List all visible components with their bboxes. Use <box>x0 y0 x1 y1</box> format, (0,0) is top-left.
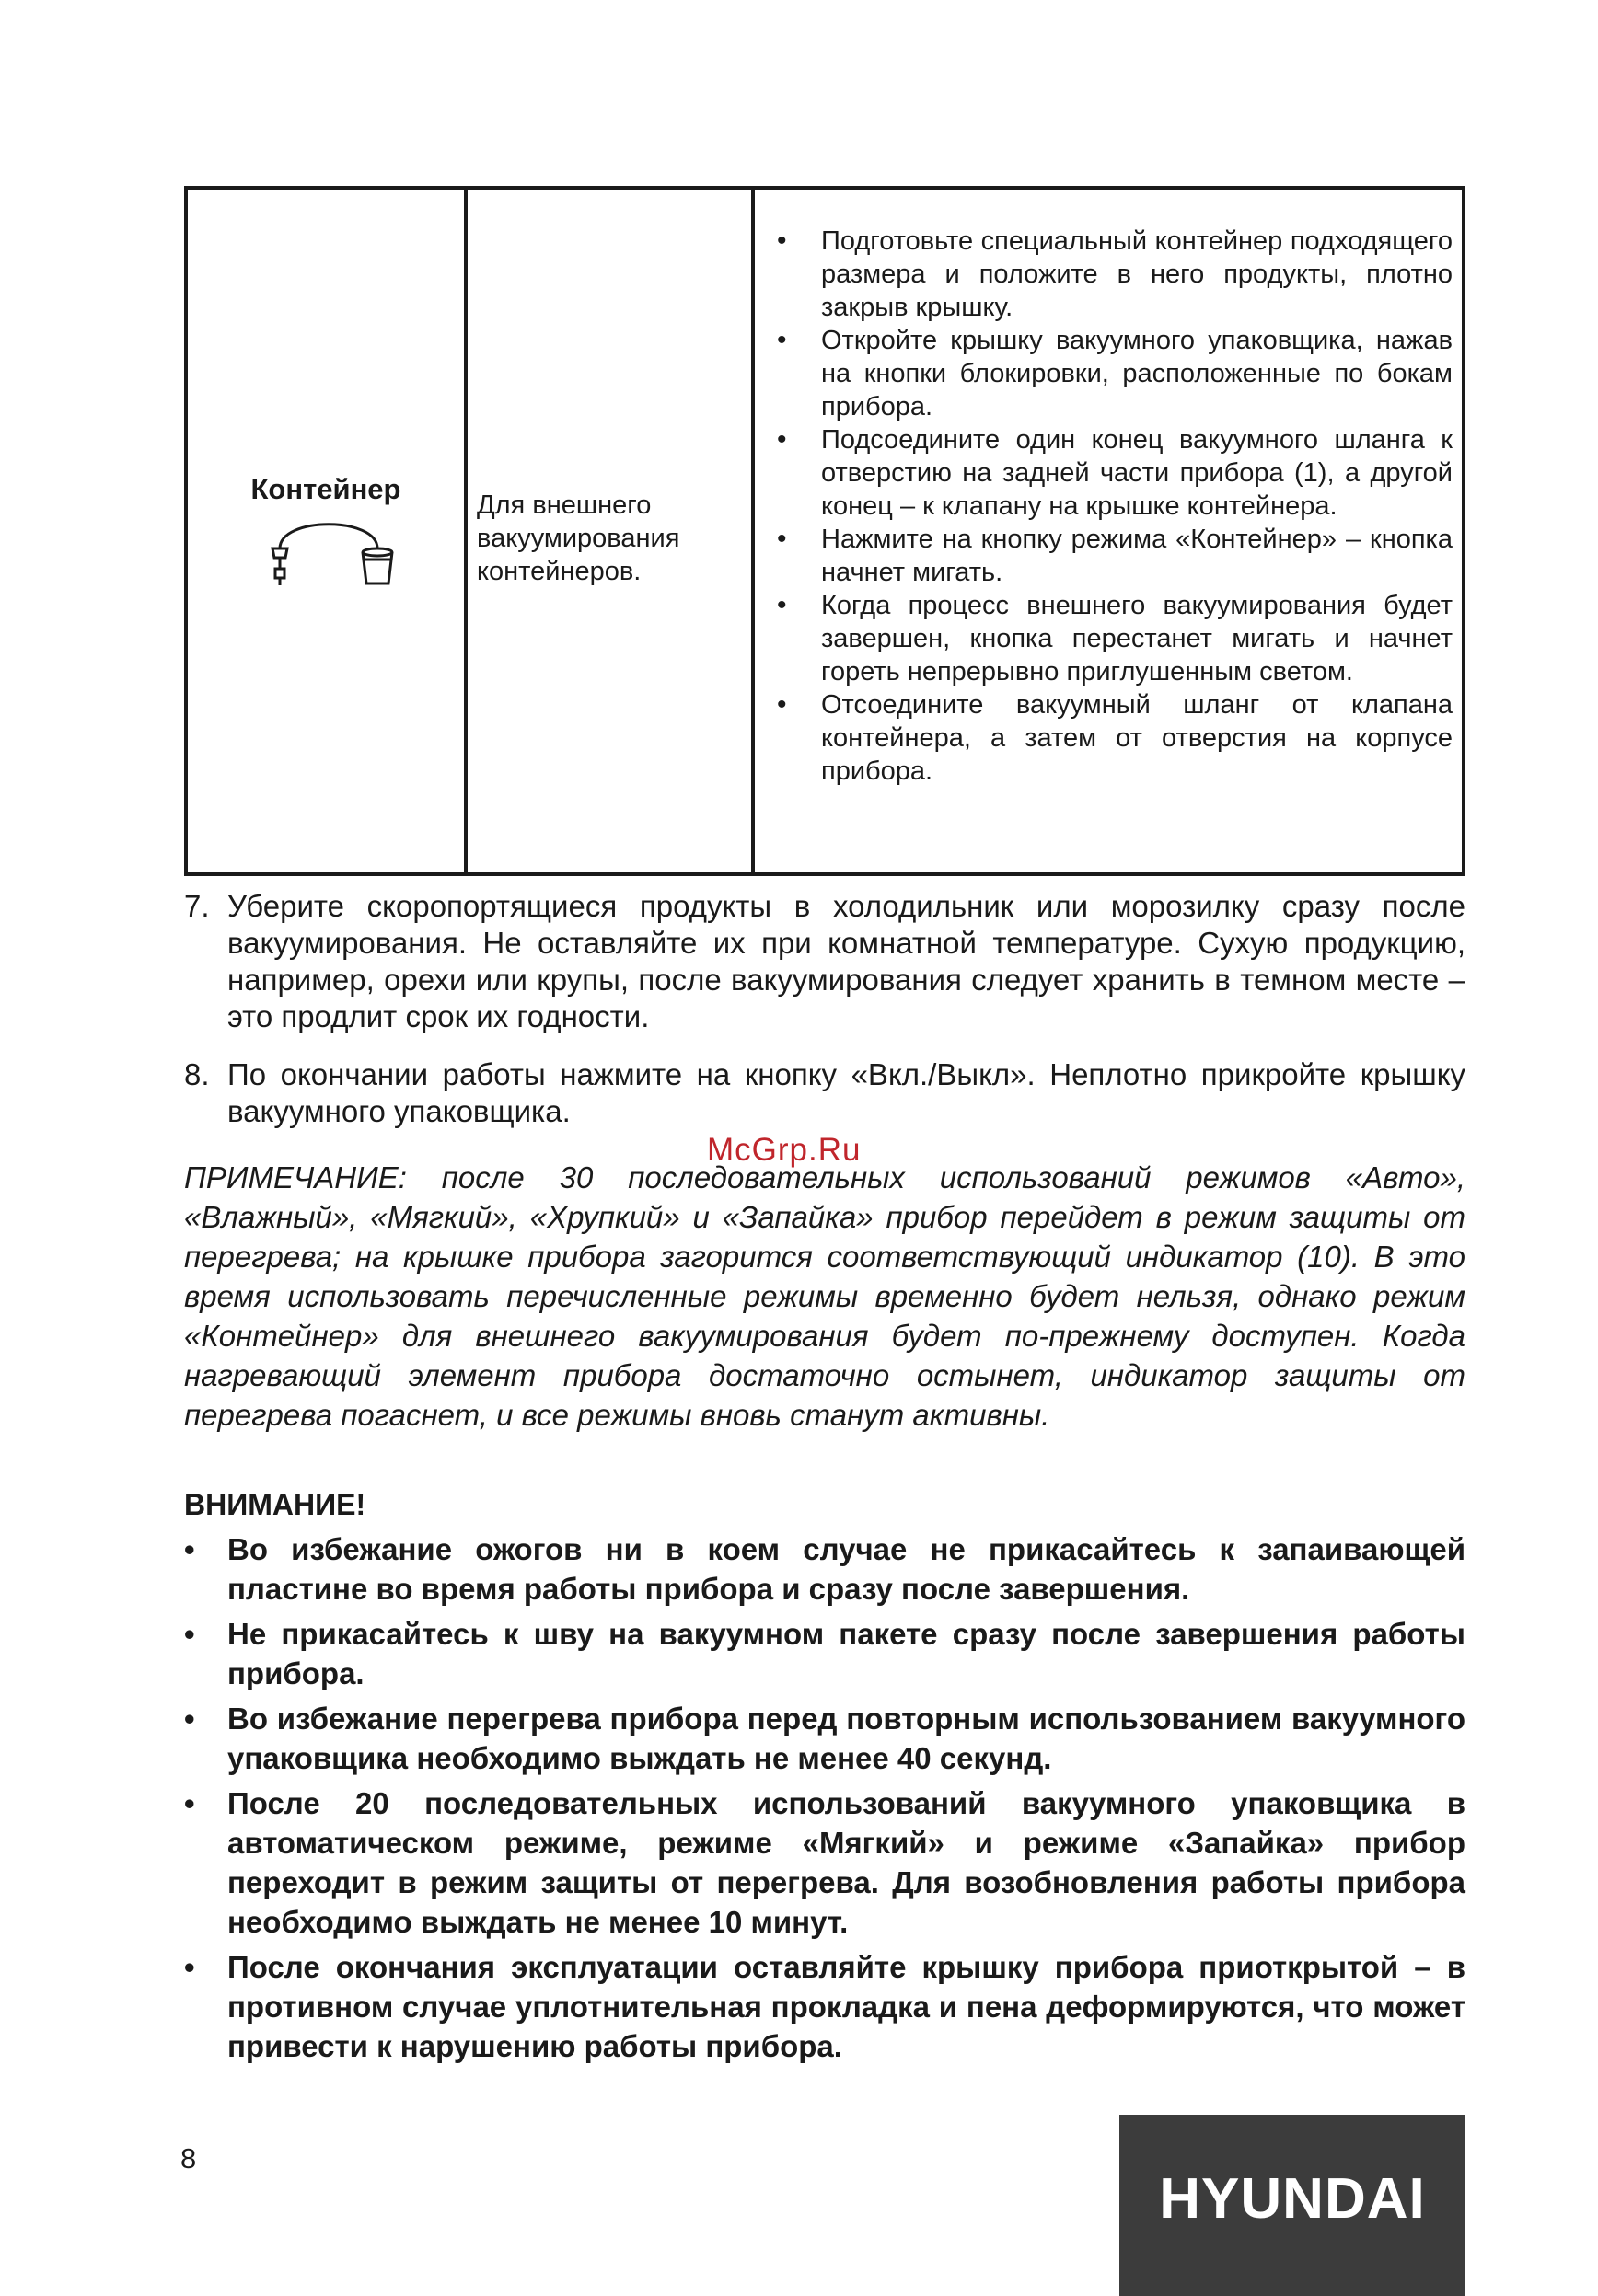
mode-title: Контейнер <box>250 473 401 505</box>
note-paragraph: ПРИМЕЧАНИЕ: после 30 последовательных использований режимов «Авто», «Влажный», «Мягкий», «Хрупкий» и «Запайка» прибор перейдет в режим защиты от перегрева; на крышке прибора загорится соответствующий индикатор (10). В это время использовать перечисленные режимы временно будет нельзя, однако режим «Контейнер» для внешнего вакуумирования будет по-прежнему доступен. Когда нагревающий элемент прибора достаточно остынет, индикатор защиты от перегрева погаснет, и все режимы вновь станут активны. <box>184 1160 1465 1432</box>
paragraph-number: 8. <box>184 1057 210 1091</box>
steps-list <box>771 225 1453 788</box>
mode-purpose-cell <box>468 190 755 872</box>
paragraph-number: 7. <box>184 889 210 923</box>
step-item: • Когда процесс внешнего вакуумирования будет завершен, кнопка перестанет мигать и начнет гореть непрерывно приглушенным светом. <box>771 589 1453 688</box>
brand-logo <box>1119 2115 1465 2296</box>
warning-list <box>184 1529 1465 2071</box>
mode-table <box>184 186 1465 876</box>
paragraph-text: По окончании работы нажмите на кнопку «Вкл./Выкл». Неплотно прикройте крышку вакуумного упаковщика. <box>227 1057 1465 1128</box>
mode-name-cell <box>188 190 468 872</box>
hose-container-icon <box>260 512 398 594</box>
mode-steps-cell <box>755 190 1462 872</box>
page-number: 8 <box>180 2142 197 2175</box>
brand-name: HYUNDAI <box>1159 2167 1426 2231</box>
paragraph-8 <box>184 1056 1465 1130</box>
step-item: • Отсоедините вакуумный шланг от клапана контейнера, а затем от отверстия на корпусе прибора. <box>771 688 1453 788</box>
warning-item: • Не прикасайтесь к шву на вакуумном пакете сразу после завершения работы прибора. <box>184 1614 1465 1693</box>
warning-item: • После 20 последовательных использований вакуумного упаковщика в автоматическом режиме, режиме «Мягкий» и режиме «Запайка» прибор переходит в режим защиты от перегрева. Для возобновления работы прибора необходимо выждать не менее 10 минут. <box>184 1783 1465 1942</box>
paragraph-7 <box>184 888 1465 1035</box>
warning-item: • Во избежание ожогов ни в коем случае не прикасайтесь к запаивающей пластине во время работы прибора и сразу после завершения. <box>184 1529 1465 1609</box>
paragraph-text: Уберите скоропортящиеся продукты в холодильник или морозилку сразу после вакуумирования. Не оставляйте их при комнатной температуре. Сухую продукцию, например, орехи или крупы, после вакуумирования следует хранить в темном месте – это продлит срок их годности. <box>227 889 1465 1033</box>
step-item: • Подсоедините один конец вакуумного шланга к отверстию на задней части прибора (1), а другой конец – к клапану на крышке контейнера. <box>771 423 1453 523</box>
watermark: McGrp.Ru <box>707 1132 862 1168</box>
step-item: • Нажмите на кнопку режима «Контейнер» – кнопка начнет мигать. <box>771 523 1453 589</box>
mode-purpose: Для внешнего вакуумирования контейнеров. <box>477 490 680 586</box>
step-item: • Подготовьте специальный контейнер подходящего размера и положите в него продукты, плотно закрыв крышку. <box>771 225 1453 324</box>
warning-item: • Во избежание перегрева прибора перед повторным использованием вакуумного упаковщика необходимо выждать не менее 40 секунд. <box>184 1699 1465 1778</box>
warning-item: • После окончания эксплуатации оставляйте крышку прибора приоткрытой – в противном случае уплотнительная прокладка и пена деформируются, что может привести к нарушению работы прибора. <box>184 1947 1465 2066</box>
warning-heading: ВНИМАНИЕ! <box>184 1488 366 1521</box>
step-item: • Откройте крышку вакуумного упаковщика, нажав на кнопки блокировки, расположенные по бокам прибора. <box>771 324 1453 423</box>
